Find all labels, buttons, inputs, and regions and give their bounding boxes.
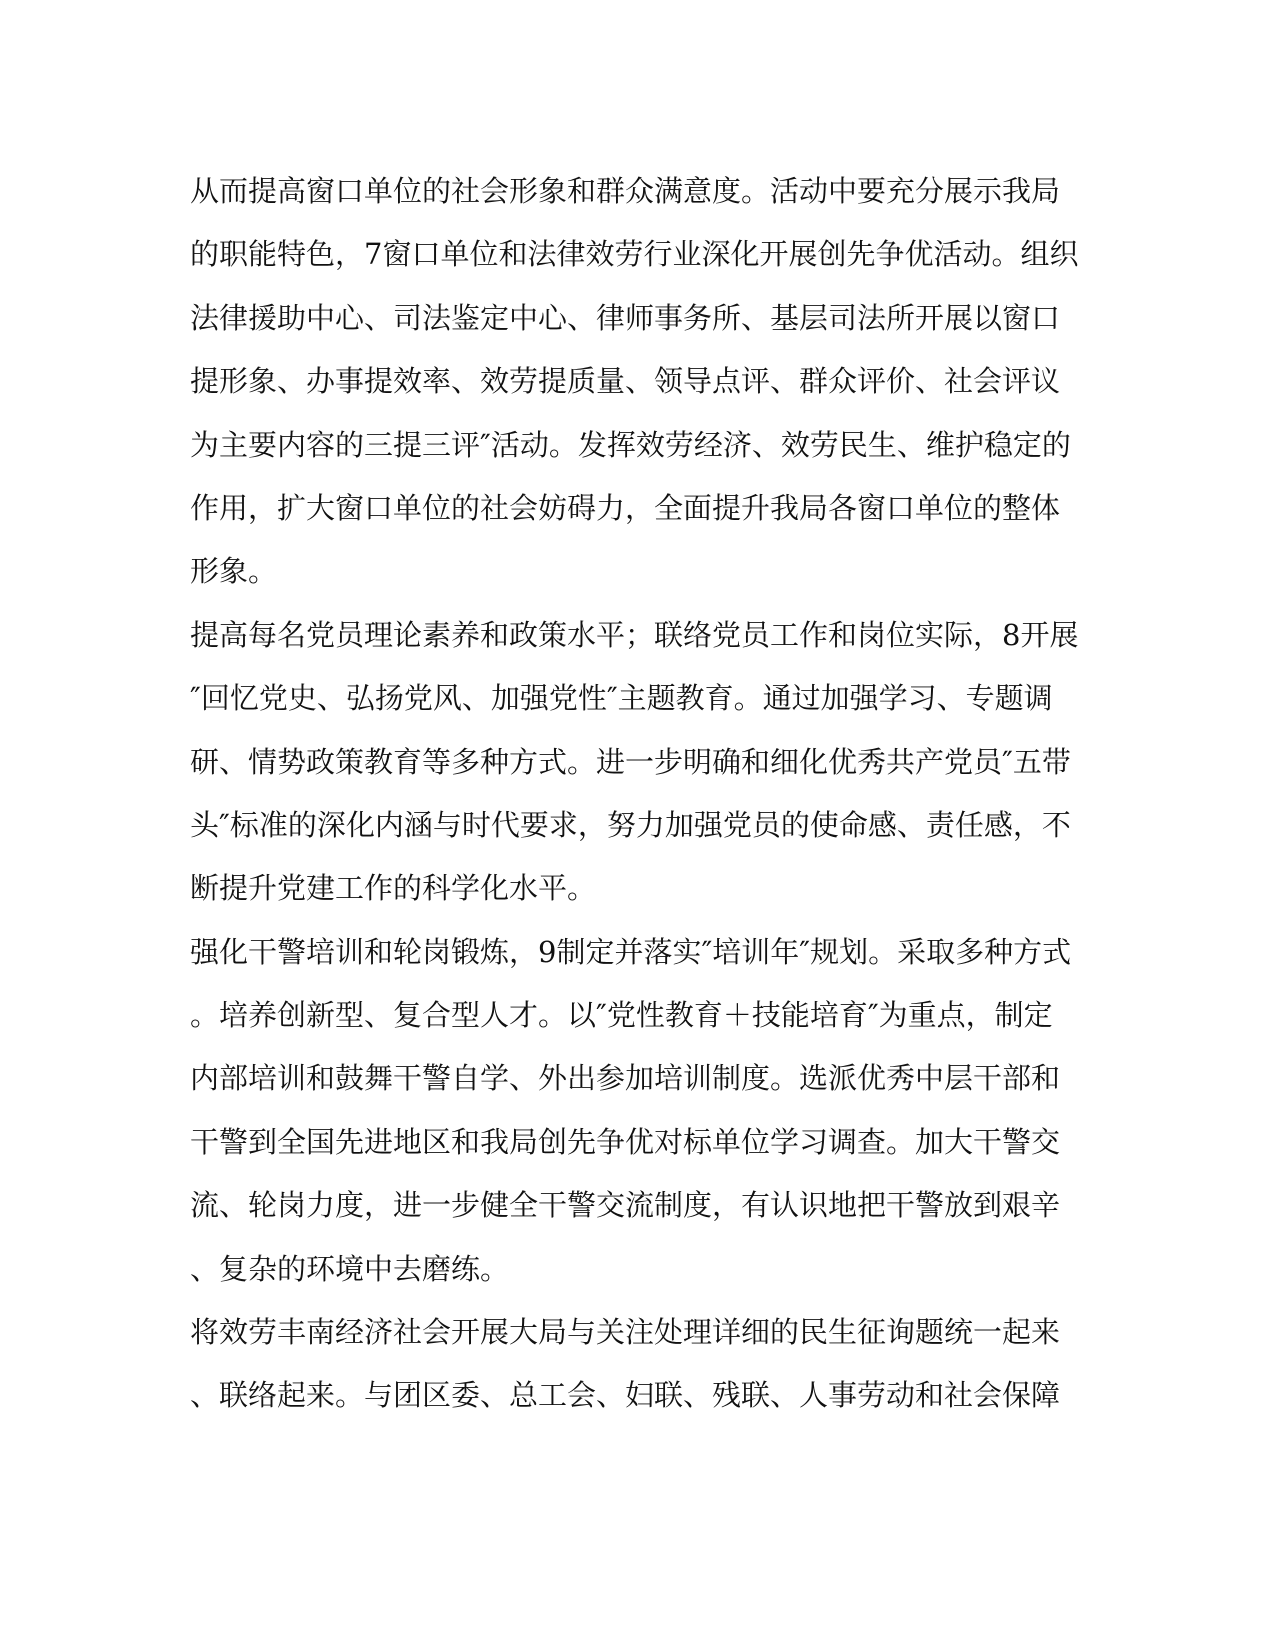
text-line: 、联络起来。与团区委、总工会、妇联、残联、人事劳动和社会保障: [190, 1378, 1061, 1413]
text-line: 法律援助中心、司法鉴定中心、律师事务所、基层司法所开展以窗口: [190, 300, 1061, 335]
text-line: 。培养创新型、复合型人才。以″党性教育＋技能培育″为重点，制定: [190, 998, 1053, 1033]
text-line: 形象。: [190, 554, 278, 589]
text-line: 研、情势政策教育等多种方式。进一步明确和细化优秀共产党员″五带: [190, 744, 1071, 779]
text-line: 流、轮岗力度，进一步健全干警交流制度，有认识地把干警放到艰辛: [190, 1188, 1061, 1223]
text-line: 提高每名党员理论素养和政策水平；联络党员工作和岗位实际，8开展: [190, 617, 1079, 652]
text-line: 干警到全国先进地区和我局创先争优对标单位学习调查。加大干警交: [190, 1124, 1061, 1159]
body-text: [190, 160, 1090, 1428]
text-line: 、复杂的环境中去磨练。: [190, 1251, 510, 1286]
text-line: ″回忆党史、弘扬党风、加强党性″主题教育。通过加强学习、专题调: [190, 681, 1053, 716]
text-line: 的职能特色，7窗口单位和法律效劳行业深化开展创先争优活动。组织: [190, 237, 1079, 272]
text-line: 为主要内容的三提三评″活动。发挥效劳经济、效劳民生、维护稳定的: [190, 427, 1071, 462]
text-line: 断提升党建工作的科学化水平。: [190, 871, 597, 906]
text-line: 提形象、办事提效率、效劳提质量、领导点评、群众评价、社会评议: [190, 364, 1061, 399]
text-line: 内部培训和鼓舞干警自学、外出参加培训制度。选派优秀中层干部和: [190, 1061, 1061, 1096]
text-line: 强化干警培训和轮岗锻炼，9制定并落实″培训年″规划。采取多种方式: [190, 934, 1072, 969]
text-line: 作用，扩大窗口单位的社会妨碍力，全面提升我局各窗口单位的整体: [190, 490, 1061, 525]
text-line: 从而提高窗口单位的社会形象和群众满意度。活动中要充分展示我局: [190, 174, 1061, 208]
text-line: 将效劳丰南经济社会开展大局与关注处理详细的民生征询题统一起来: [190, 1315, 1061, 1350]
text-line: 头″标准的深化内涵与时代要求，努力加强党员的使命感、责任感，不: [190, 807, 1071, 842]
